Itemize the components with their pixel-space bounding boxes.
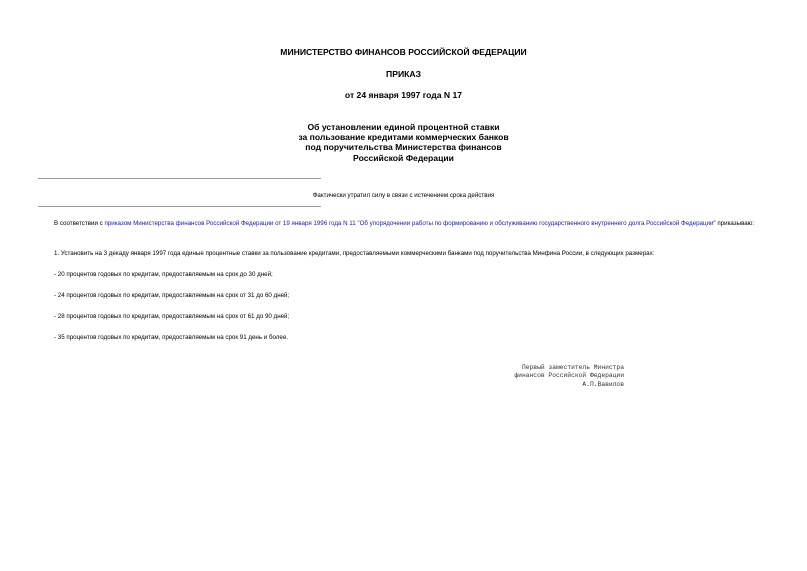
item-1-paragraph: 1. Установить на 3 декаду января 1997 года единые процентные ставки за пользование кредитами, предоставляемыми коммерческими банками под поручительства Минфина России, в следующих размерах: (54, 250, 655, 257)
signatory-position: Первый заместитель Министра (521, 364, 624, 371)
preamble-paragraph (38, 219, 766, 229)
rate-list-item: - 28 процентов годовых по кредитам, предоставляемым на срок от 61 до 90 дней; (54, 313, 290, 320)
signatory-position: финансов Российской Федерации (514, 372, 624, 380)
rate-list-item: - 35 процентов годовых по кредитам, предоставляемым на срок 91 день и более. (54, 334, 289, 341)
rate-list-item: - 20 процентов годовых по кредитам, предоставляемым на срок до 30 дней; (54, 271, 273, 278)
signatory-name: А.П.Вавилов (582, 380, 624, 388)
ministry-heading: МИНИСТЕРСТВО ФИНАНСОВ РОССИЙСКОЙ ФЕДЕРАЦИИ (280, 47, 527, 57)
status-note: Фактически утратил силу в связи с истечением срока действия (312, 192, 495, 199)
preamble-text: В соответствии с (54, 220, 105, 227)
order-subject (0, 122, 807, 163)
signature-block (514, 364, 624, 389)
subject-line: под поручительства Министерства финансов (305, 142, 502, 153)
document-type-heading: ПРИКАЗ (386, 69, 421, 79)
divider-bottom (38, 206, 321, 207)
rate-list-item: - 24 процентов годовых по кредитам, предоставляемым на срок от 31 до 60 дней; (54, 292, 290, 299)
subject-line: за пользование кредитами коммерческих банков (298, 132, 509, 143)
divider-top (38, 178, 321, 179)
referenced-order-link[interactable]: приказом Министерства финансов Российской Федерации от 19 января 1996 года N 11 "Об упорядочении работы по формированию и обслуживанию государственного внутреннего долга Российской Федерации (104, 220, 714, 227)
subject-line: Российской Федерации (353, 152, 454, 163)
order-date-number: от 24 января 1997 года N 17 (344, 90, 463, 100)
subject-line: Об установлении единой процентной ставки (307, 122, 500, 132)
preamble-text-end: " приказываю: (713, 220, 755, 227)
